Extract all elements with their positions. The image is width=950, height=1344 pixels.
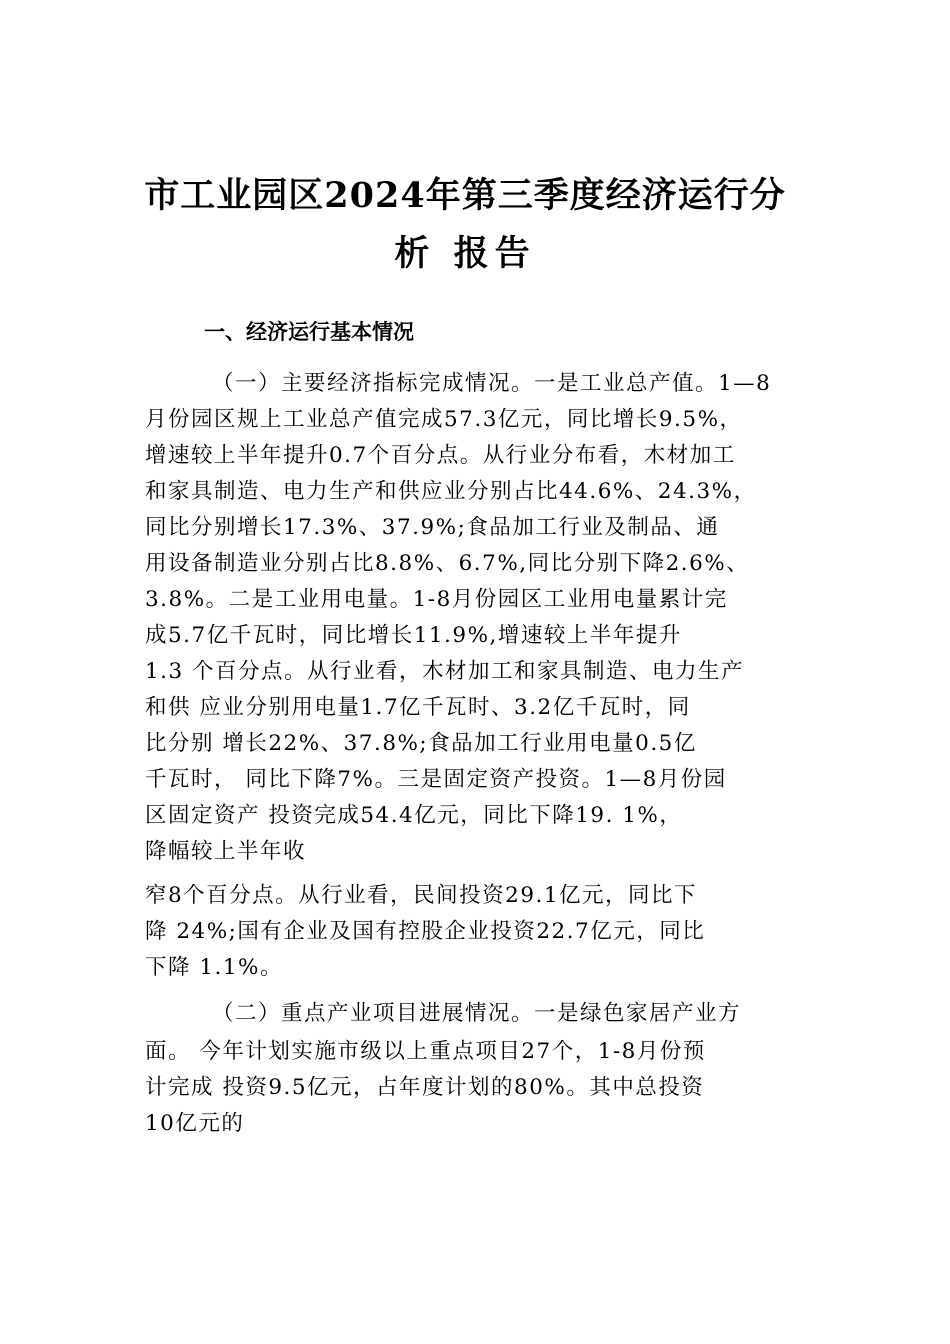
paragraph-line: 1.3 个百分点。从行业看，木材加工和家具制造、电力生产 bbox=[145, 659, 745, 684]
paragraph-line: 比分别 增长22%、37.8%;食品加工行业用电量0.5亿 bbox=[145, 731, 697, 756]
paragraph-line: 成5.7亿千瓦时，同比增长11.9%,增速较上半年提升 bbox=[145, 623, 682, 648]
paragraph-line: 窄8个百分点。从行业看，民间投资29.1亿元，同比下 bbox=[145, 883, 698, 908]
paragraph-line: 用设备制造业分别占比8.8%、6.7%,同比分别下降2.6%、 bbox=[145, 551, 750, 576]
paragraph-line: 10亿元的 bbox=[145, 1111, 245, 1136]
section-heading: 一、经济运行基本情况 bbox=[204, 320, 414, 344]
paragraph-line: （二）重点产业项目进展情况。一是绿色家居产业方 bbox=[212, 1001, 742, 1026]
paragraph-line: 增速较上半年提升0.7个百分点。从行业分布看，木材加工 bbox=[145, 443, 736, 468]
paragraph-line: （一）主要经济指标完成情况。一是工业总产值。1—8 bbox=[212, 371, 772, 396]
paragraph-line: 区固定资产 投资完成54.4亿元，同比下降19. 1%， bbox=[145, 803, 683, 828]
document-title-line-2: 析 报告 bbox=[394, 233, 536, 274]
paragraph-line: 月份园区规上工业总产值完成57.3亿元，同比增长9.5%， bbox=[145, 407, 743, 432]
paragraph-line: 降 24%;国有企业及国有控股企业投资22.7亿元，同比 bbox=[145, 919, 706, 944]
document-title-line-1: 市工业园区2024年第三季度经济运行分 bbox=[144, 175, 786, 216]
paragraph-line: 3.8%。二是工业用电量。1-8月份园区工业用电量累计完 bbox=[145, 587, 728, 612]
paragraph-line: 同比分别增长17.3%、37.9%;食品加工行业及制品、通 bbox=[145, 515, 720, 540]
paragraph-line: 降幅较上半年收 bbox=[145, 839, 307, 864]
paragraph-line: 面。 今年计划实施市级以上重点项目27个，1-8月份预 bbox=[145, 1039, 706, 1064]
paragraph-line: 计完成 投资9.5亿元，占年度计划的80%。其中总投资 bbox=[145, 1075, 705, 1100]
paragraph-line: 千瓦时， 同比下降7%。三是固定资产投资。1—8月份园 bbox=[145, 767, 727, 792]
paragraph-line: 和家具制造、电力生产和供应业分别占比44.6%、24.3%， bbox=[145, 479, 757, 504]
paragraph-line: 和供 应业分别用电量1.7亿千瓦时、3.2亿千瓦时，同 bbox=[145, 695, 691, 720]
paragraph-line: 下降 1.1%。 bbox=[145, 955, 283, 980]
